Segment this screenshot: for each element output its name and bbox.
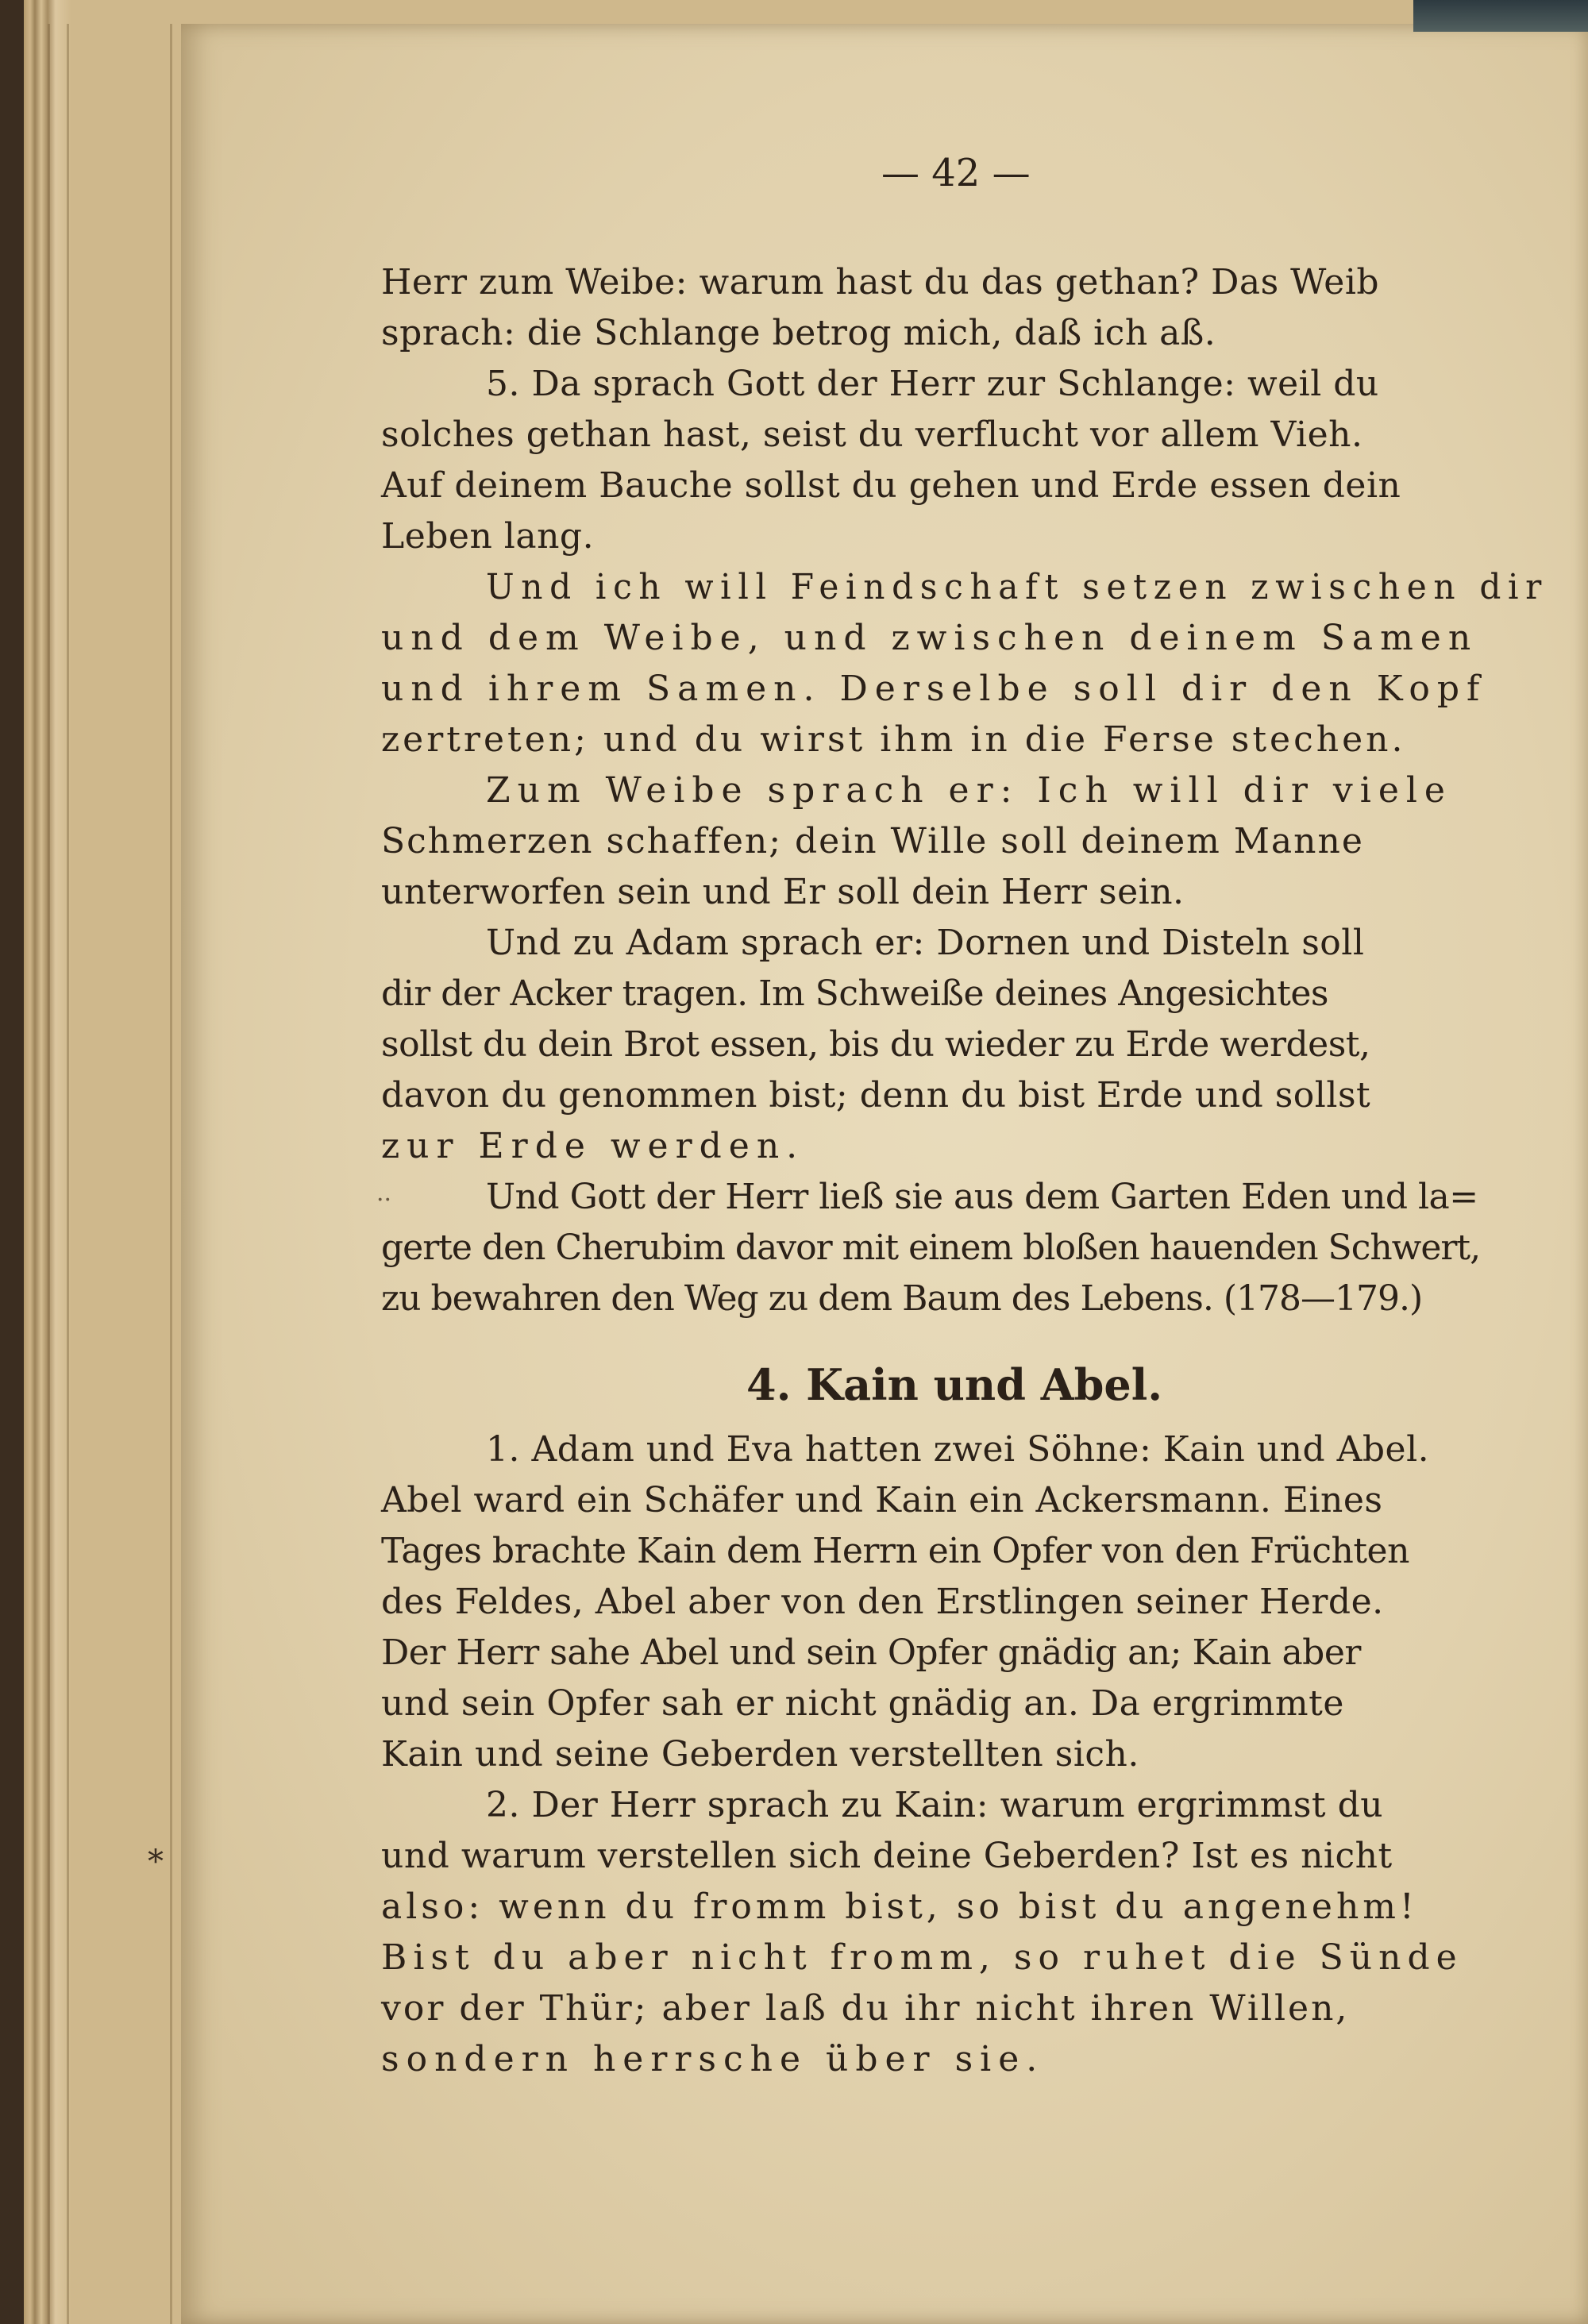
text-line: 5. Da sprach Gott der Herr zur Schlange: weil du [486, 364, 1379, 404]
page-edge [67, 24, 69, 2324]
text-line: dir der Acker tragen. Im Schweiße deines Angesichtes [381, 973, 1328, 1014]
section-heading: 4. Kain und Abel. [746, 1359, 1163, 1410]
text-line: und warum verstellen sich deine Geberden? Ist es nicht [381, 1836, 1393, 1876]
text-line: solches gethan hast, seist du verflucht vor allem Vieh. [381, 414, 1363, 455]
text-line: Kain und seine Geberden verstellten sich. [381, 1734, 1139, 1775]
text-line-spaced: also: wenn du fromm bist, so bist du angenehm! [381, 1887, 1418, 1927]
text-line: zu bewahren den Weg zu dem Baum des Lebens. (178—179.) [381, 1278, 1423, 1319]
text-line: sprach: die Schlange betrog mich, daß ich aß. [381, 313, 1216, 353]
text-line: 1. Adam und Eva hatten zwei Söhne: Kain und Abel. [486, 1429, 1430, 1470]
margin-dots: ·· [376, 1186, 392, 1214]
binding-tape [1413, 0, 1588, 32]
text-line: Schmerzen schaffen; dein Wille soll deinem Manne [381, 821, 1364, 861]
text-line: Leben lang. [381, 516, 595, 557]
text-line-spaced: und ihrem Samen. Derselbe soll dir den Kopf [381, 669, 1487, 709]
text-line-spaced: zertreten; und du wirst ihm in die Ferse stechen. [381, 719, 1406, 760]
text-line-spaced: sondern herrsche über sie. [381, 2039, 1045, 2079]
text-line: sollst du dein Brot essen, bis du wieder zu Erde werdest, [381, 1024, 1370, 1065]
text-line: Auf deinem Bauche sollst du gehen und Erde essen dein [381, 465, 1401, 506]
text-line: unterworfen sein und Er soll dein Herr sein. [381, 872, 1185, 912]
text-line: Herr zum Weibe: warum hast du das gethan? Das Weib [381, 262, 1380, 303]
text-line: Und Gott der Herr ließ sie aus dem Garten Eden und la= [486, 1177, 1478, 1217]
text-line: des Feldes, Abel aber von den Erstlingen seiner Herde. [381, 1582, 1384, 1622]
text-line: Abel ward ein Schäfer und Kain ein Ackersmann. Eines [381, 1480, 1383, 1520]
text-line: Der Herr sahe Abel und sein Opfer gnädig an; Kain aber [381, 1632, 1361, 1673]
text-line: gerte den Cherubim davor mit einem bloßen hauenden Schwert, [381, 1228, 1481, 1268]
text-line: und sein Opfer sah er nicht gnädig an. Da ergrimmte [381, 1683, 1344, 1724]
text-line: davon du genommen bist; denn du bist Erde und sollst [381, 1075, 1371, 1116]
text-line-spaced: Bist du aber nicht fromm, so ruhet die Sünde [381, 1937, 1463, 1978]
text-line-spaced: Und ich will Feindschaft setzen zwischen dir [486, 567, 1549, 607]
text-line: Tages brachte Kain dem Herrn ein Opfer von den Früchten [381, 1531, 1409, 1571]
page-edge [48, 24, 50, 2324]
page-edge [170, 24, 172, 2324]
text-line-spaced: zur Erde werden. [381, 1126, 805, 1166]
text-line: Und zu Adam sprach er: Dornen und Disteln soll [486, 923, 1365, 963]
text-line: 2. Der Herr sprach zu Kain: warum ergrimmst du [486, 1785, 1384, 1825]
text-line-spaced: Zum Weibe sprach er: Ich will dir viele [486, 770, 1452, 811]
page-number: — 42 — [881, 151, 1031, 195]
margin-asterisk: * [148, 1844, 164, 1880]
text-line-spaced: vor der Thür; aber laß du ihr nicht ihren Willen, [381, 1988, 1350, 2029]
text-line-spaced: und dem Weibe, und zwischen deinem Samen [381, 618, 1478, 658]
